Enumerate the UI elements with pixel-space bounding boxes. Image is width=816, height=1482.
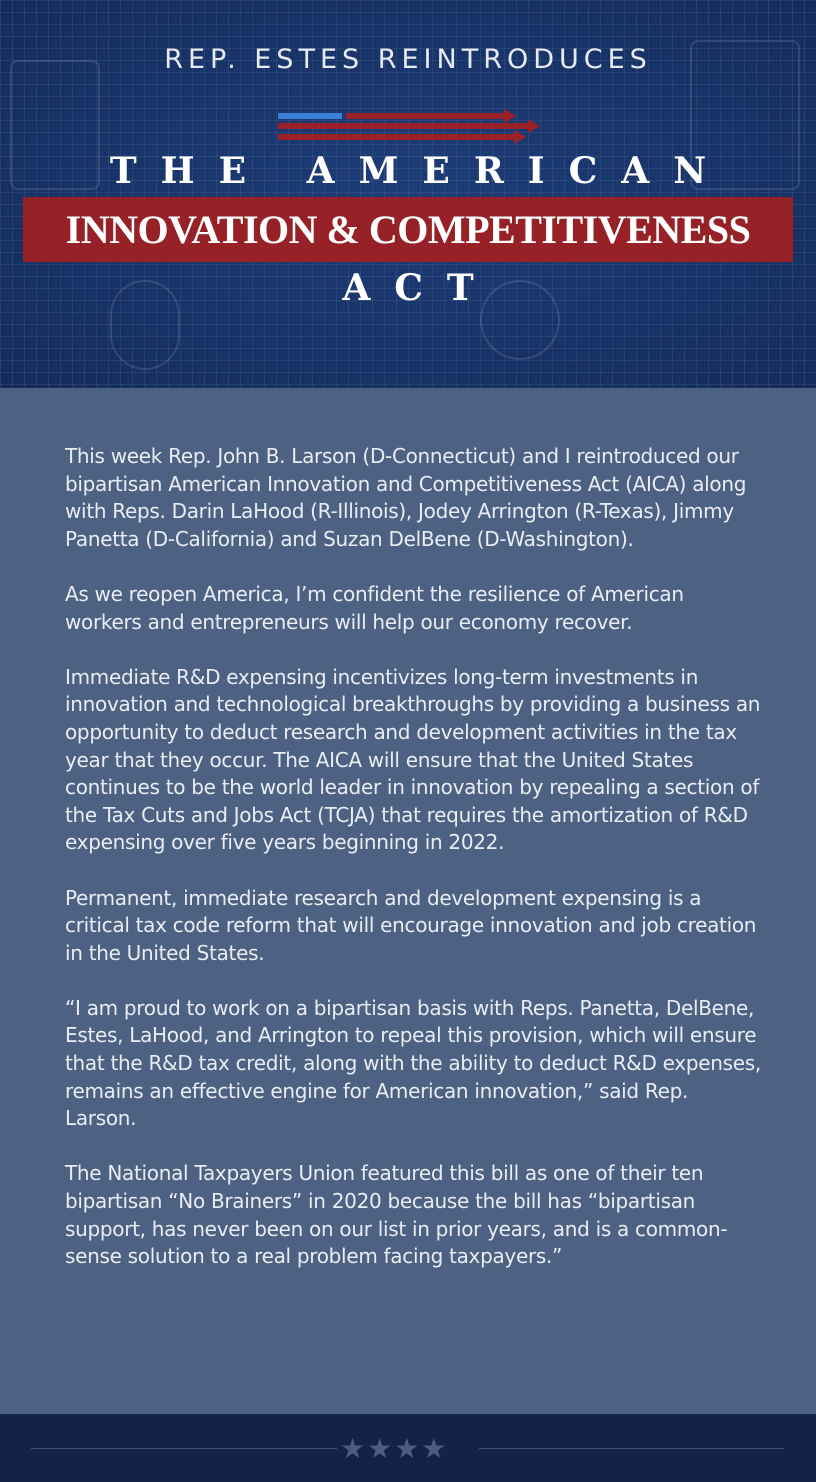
paragraph: Permanent, immediate research and development expensing is a critical tax code reform that will encourage innovation and job creation in the United States. bbox=[65, 885, 757, 965]
paragraph: As we reopen America, I’m confident the resilience of American workers and entrepreneurs will help our economy recover. bbox=[65, 581, 684, 634]
footer bbox=[0, 1414, 816, 1482]
title-line-1: THE AMERICAN bbox=[109, 150, 731, 192]
paragraph: “I am proud to work on a bipartisan basis with Reps. Panetta, DelBene, Estes, LaHood, and Arrington to repeal this provision, which will ensure that the R&D tax credit, along with the ability to deduct R&D expenses, remains an effective engine for American innovation,” said Rep. Larson. bbox=[65, 995, 761, 1131]
title-line-3: ACT bbox=[342, 267, 498, 309]
title-band: INNOVATION & COMPETITIVENESS bbox=[23, 197, 793, 262]
paragraph: Immediate R&D expensing incentivizes long-term investments in innovation and technological breakthroughs by providing a business an opportunity to deduct research and development activities in the tax year that they occur. The AICA will ensure that the United States continues to be the world leader in innovation by repealing a section of the Tax Cuts and Jobs Act (TCJA) that requires the amortization of R&D expensing over five years beginning in 2022. bbox=[65, 664, 761, 855]
paragraph: This week Rep. John B. Larson (D-Connecticut) and I reintroduced our bipartisan American Innovation and Competitiveness Act (AICA) along with Reps. Darin LaHood (R-Illinois), Jodey Arrington (R-Texas), Jimmy Panetta (D-California) and Suzan DelBene (D-Washington). bbox=[65, 444, 747, 551]
divider bbox=[479, 1448, 784, 1449]
kicker: REP. ESTES REINTRODUCES bbox=[164, 44, 652, 75]
divider bbox=[31, 1448, 337, 1449]
stars-icon: ★★★★ bbox=[340, 1432, 449, 1465]
paragraph: The National Taxpayers Union featured this bill as one of their ten bipartisan “No Brainers” in 2020 because the bill has “bipartisan support, has never been on our list in prior years, and is a common-sense solution to a real problem facing taxpayers.” bbox=[65, 1161, 728, 1269]
